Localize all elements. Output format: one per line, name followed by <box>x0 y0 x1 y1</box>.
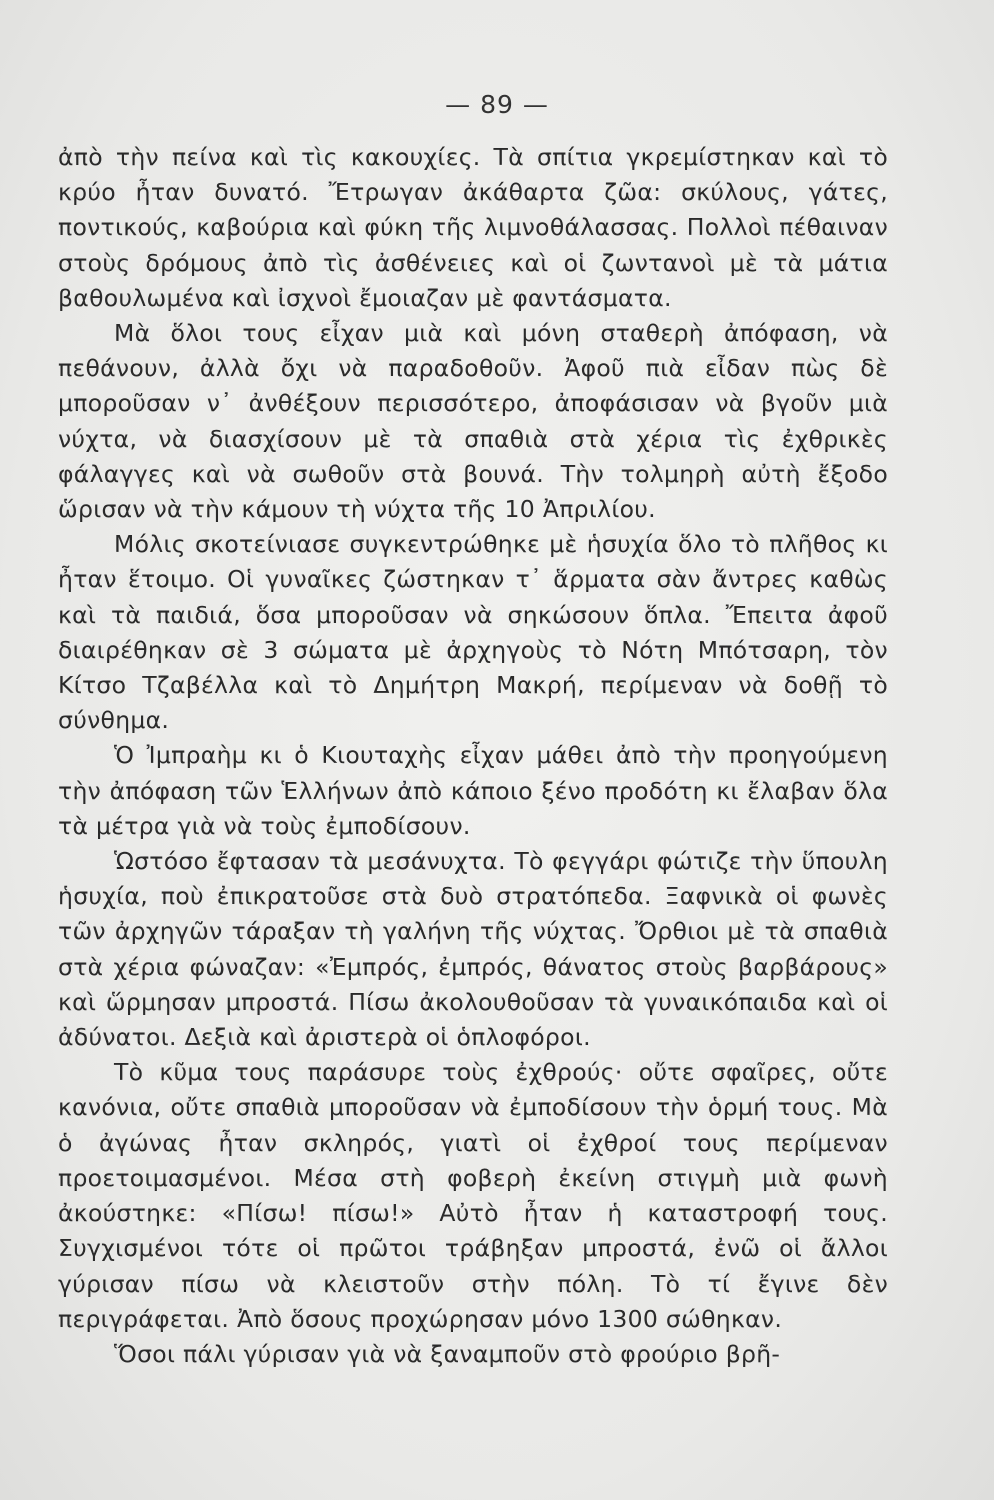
paragraph: Ὁ Ἰμπραὴμ κι ὁ Κιουταχὴς εἶχαν μάθει ἀπὸ τὴν προηγούμενη τὴν ἀπόφαση τῶν Ἑλλήνων ἀπὸ κάποιο ξένο προδότη κι ἔλαβαν ὅλα τὰ μέτρα γιὰ νὰ τοὺς ἐμποδίσουν. <box>58 741 888 840</box>
paragraph: ἀπὸ τὴν πείνα καὶ τὶς κακουχίες. Τὰ σπίτια γκρεμίστηκαν καὶ τὸ κρύο ἦταν δυνατό. Ἔτρωγαν ἀκάθαρτα ζῶα: σκύλους, γάτες, ποντικούς, καβούρια καὶ φύκη τῆς λιμνοθάλασσας. Πολλοὶ πέθαιναν στοὺς δρόμους ἀπὸ τὶς ἀσθένειες καὶ οἱ ζωντανοὶ μὲ τὰ μάτια βαθουλωμένα καὶ ἰσχνοὶ ἔμοιαζαν μὲ φαντάσματα. <box>58 143 888 312</box>
paragraph: Μόλις σκοτείνιασε συγκεντρώθηκε μὲ ἡσυχία ὅλο τὸ πλῆθος κι ἦταν ἕτοιμο. Οἱ γυναῖκες ζώστηκαν τ᾽ ἅρματα σὰν ἄντρες καθὼς καὶ τὰ παιδιά, ὅσα μποροῦσαν νὰ σηκώσουν ὅπλα. Ἔπειτα ἀφοῦ διαιρέθηκαν σὲ 3 σώματα μὲ ἀρχηγοὺς τὸ Νότη Μπότσαρη, τὸν Κίτσο Τζαβέλλα καὶ τὸ Δημήτρη Μακρή, περίμεναν νὰ δοθῇ τὸ σύνθημα. <box>58 530 888 735</box>
paragraph: Ὅσοι πάλι γύρισαν γιὰ νὰ ξαναμποῦν στὸ φρούριο βρῆ- <box>114 1339 781 1368</box>
paragraph: Ὡστόσο ἔφτασαν τὰ μεσάνυχτα. Τὸ φεγγάρι φώτιζε τὴν ὕπουλη ἡσυχία, ποὺ ἐπικρατοῦσε στὰ δυὸ στρατόπεδα. Ξαφνικὰ οἱ φωνὲς τῶν ἀρχηγῶν τάραξαν τὴ γαλήνη τῆς νύχτας. Ὄρθιοι μὲ τὰ σπαθιὰ στὰ χέρια φώναζαν: «Ἐμπρός, ἐμπρός, θάνατος στοὺς βαρβάρους» καὶ ὥρμησαν μπροστά. Πίσω ἀκολουθοῦσαν τὰ γυναικόπαιδα καὶ οἱ ἀδύνατοι. Δεξιὰ καὶ ἀριστερὰ οἱ ὁπλοφόροι. <box>58 847 888 1052</box>
paragraph: Τὸ κῦμα τους παράσυρε τοὺς ἐχθρούς· οὔτε σφαῖρες, οὔτε κανόνια, οὔτε σπαθιὰ μποροῦσαν νὰ ἐμποδίσουν τὴν ὁρμή τους. Μὰ ὁ ἀγώνας ἦταν σκληρός, γιατὶ οἱ ἐχθροί τους περίμεναν προετοιμασμένοι. Μέσα στὴ φοβερὴ ἐκείνη στιγμὴ μιὰ φωνὴ ἀκούστηκε: «Πίσω! πίσω!» Αὐτὸ ἦταν ἡ καταστροφή τους. Συγχισμένοι τότε οἱ πρῶτοι τράβηξαν μπροστά, ἐνῶ οἱ ἄλλοι γύρισαν πίσω νὰ κλειστοῦν στὴν πόλη. Τὸ τί ἔγινε δὲν περιγράφεται. Ἀπὸ ὅσους προχώρησαν μόνο 1300 σώθηκαν. <box>58 1058 888 1333</box>
body-text <box>58 140 888 1372</box>
paragraph: Μὰ ὅλοι τους εἶχαν μιὰ καὶ μόνη σταθερὴ ἀπόφαση, νὰ πεθάνουν, ἀλλὰ ὄχι νὰ παραδοθοῦν. Ἀφοῦ πιὰ εἶδαν πὼς δὲ μποροῦσαν ν᾽ ἀνθέξουν περισσότερο, ἀποφάσισαν νὰ βγοῦν μιὰ νύχτα, νὰ διασχίσουν μὲ τὰ σπαθιὰ στὰ χέρια τὶς ἐχθρικὲς φάλαγγες καὶ νὰ σωθοῦν στὰ βουνά. Τὴν τολμηρὴ αὐτὴ ἔξοδο ὥρισαν νὰ τὴν κάμουν τὴ νύχτα τῆς 10 Ἀπριλίου. <box>58 319 888 524</box>
page-number: — 89 — <box>445 90 549 119</box>
